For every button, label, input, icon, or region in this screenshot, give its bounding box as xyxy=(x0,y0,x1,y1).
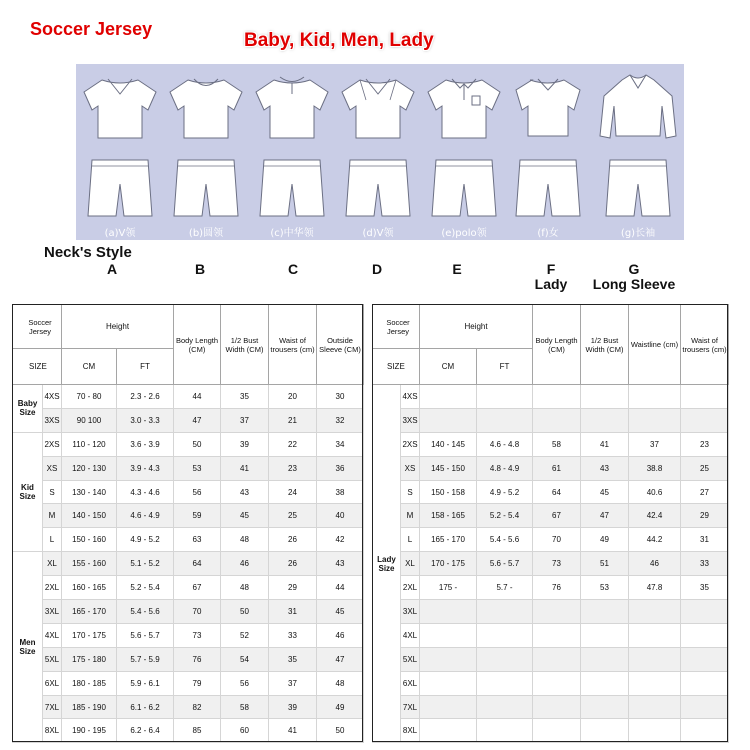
jersey-illustration xyxy=(164,66,248,226)
cm-cell: 175 - xyxy=(420,576,477,600)
bust-cell: 37 xyxy=(221,408,269,432)
sleeve-cell: 30 xyxy=(317,385,364,409)
header-body-length: Body Length (CM) xyxy=(533,305,581,385)
table-frame-right xyxy=(372,304,728,742)
waist-cell: 29 xyxy=(681,504,729,528)
body-cell: 47 xyxy=(174,408,221,432)
waist-cell: 24 xyxy=(269,480,317,504)
body-cell: 50 xyxy=(174,432,221,456)
ft-cell: 5.1 - 5.2 xyxy=(117,552,174,576)
bust-cell: 45 xyxy=(581,480,629,504)
size-group-label: Baby Size xyxy=(13,385,43,433)
cm-cell: 90 100 xyxy=(62,408,117,432)
size-cell: S xyxy=(43,480,62,504)
bust-cell: 39 xyxy=(221,432,269,456)
sleeve-cell: 36 xyxy=(317,456,364,480)
size-cell: S xyxy=(401,480,420,504)
page-title: Soccer Jersey xyxy=(30,19,153,39)
ft-cell: 5.2 - 5.4 xyxy=(117,576,174,600)
size-cell: L xyxy=(43,528,62,552)
body-cell: 58 xyxy=(533,432,581,456)
body-cell: 79 xyxy=(174,671,221,695)
style-letter-f xyxy=(526,262,576,292)
size-cell: 2XS xyxy=(43,432,62,456)
header-waist-trousers: Waist of trousers (cm) xyxy=(269,305,317,385)
waist-cell: 35 xyxy=(269,647,317,671)
header-waist-trousers: Waist of trousers (cm) xyxy=(681,305,729,385)
sleeve-cell: 50 xyxy=(317,719,364,743)
ft-cell: 5.6 - 5.7 xyxy=(117,623,174,647)
ft-cell: 6.1 - 6.2 xyxy=(117,695,174,719)
jersey-style-caption: (c)中华领 xyxy=(270,228,314,239)
cm-cell: 175 - 180 xyxy=(62,647,117,671)
cm-cell: 158 - 165 xyxy=(420,504,477,528)
sleeve-cell: 38 xyxy=(317,480,364,504)
bust-cell: 56 xyxy=(221,671,269,695)
waistline-cell: 42.4 xyxy=(629,504,681,528)
header-height: Height xyxy=(62,305,174,349)
bust-cell: 58 xyxy=(221,695,269,719)
ft-cell: 2.3 - 2.6 xyxy=(117,385,174,409)
header-ft: FT xyxy=(117,349,174,385)
jersey-style-4 xyxy=(336,64,420,240)
bust-cell: 43 xyxy=(581,456,629,480)
size-cell: 7XL xyxy=(401,695,420,719)
waist-cell: 33 xyxy=(269,623,317,647)
header-size: SIZE xyxy=(13,349,62,385)
body-cell: 82 xyxy=(174,695,221,719)
page-subtitle: Baby, Kid, Men, Lady xyxy=(244,30,434,51)
body-cell: 64 xyxy=(174,552,221,576)
waist-cell: 26 xyxy=(269,552,317,576)
size-cell: M xyxy=(401,504,420,528)
bust-cell: 47 xyxy=(581,504,629,528)
header-outside-sleeve: Outside Sleeve (CM) xyxy=(317,305,364,385)
size-cell: 4XL xyxy=(43,623,62,647)
sleeve-cell: 34 xyxy=(317,432,364,456)
cm-cell: 155 - 160 xyxy=(62,552,117,576)
body-cell: 64 xyxy=(533,480,581,504)
size-cell: 5XL xyxy=(401,647,420,671)
cm-cell: 165 - 170 xyxy=(62,600,117,624)
jersey-style-caption: (b)圆领 xyxy=(188,228,224,239)
jersey-illustration xyxy=(506,66,590,226)
header-waistline: Waistline (cm) xyxy=(629,305,681,385)
header-bust-width: 1/2 Bust Width (CM) xyxy=(581,305,629,385)
waistline-cell: 47.8 xyxy=(629,576,681,600)
cm-cell: 140 - 145 xyxy=(420,432,477,456)
waist-cell: 33 xyxy=(681,552,729,576)
size-cell: 3XL xyxy=(401,600,420,624)
size-cell: 6XL xyxy=(401,671,420,695)
sleeve-cell: 40 xyxy=(317,504,364,528)
jersey-style-caption: (d)V领 xyxy=(362,228,394,239)
body-cell: 73 xyxy=(533,552,581,576)
ft-cell: 5.4 - 5.6 xyxy=(117,600,174,624)
ft-cell: 5.4 - 5.6 xyxy=(477,528,533,552)
body-cell: 70 xyxy=(174,600,221,624)
size-cell: 7XL xyxy=(43,695,62,719)
bust-cell: 48 xyxy=(221,576,269,600)
header-ft: FT xyxy=(477,349,533,385)
cm-cell: 145 - 150 xyxy=(420,456,477,480)
waistline-cell: 40.6 xyxy=(629,480,681,504)
cm-cell: 190 - 195 xyxy=(62,719,117,743)
ft-cell: 4.6 - 4.9 xyxy=(117,504,174,528)
ft-cell: 5.7 - xyxy=(477,576,533,600)
sleeve-cell: 47 xyxy=(317,647,364,671)
bust-cell: 52 xyxy=(221,623,269,647)
ft-cell: 4.9 - 5.2 xyxy=(117,528,174,552)
cm-cell: 165 - 170 xyxy=(420,528,477,552)
size-cell: M xyxy=(43,504,62,528)
waist-cell: 35 xyxy=(681,576,729,600)
waist-cell: 23 xyxy=(269,456,317,480)
bust-cell: 51 xyxy=(581,552,629,576)
jersey-illustration xyxy=(78,66,162,226)
header-bust-width: 1/2 Bust Width (CM) xyxy=(221,305,269,385)
cm-cell: 170 - 175 xyxy=(62,623,117,647)
size-cell: XL xyxy=(43,552,62,576)
ft-cell: 3.6 - 3.9 xyxy=(117,432,174,456)
header-body-length: Body Length (CM) xyxy=(174,305,221,385)
cm-cell: 160 - 165 xyxy=(62,576,117,600)
ft-cell: 5.6 - 5.7 xyxy=(477,552,533,576)
size-cell: XL xyxy=(401,552,420,576)
sleeve-cell: 32 xyxy=(317,408,364,432)
waist-cell: 37 xyxy=(269,671,317,695)
cm-cell: 180 - 185 xyxy=(62,671,117,695)
size-cell: L xyxy=(401,528,420,552)
cm-cell: 120 - 130 xyxy=(62,456,117,480)
style-letter-f-label: F xyxy=(546,261,556,277)
ft-cell: 5.7 - 5.9 xyxy=(117,647,174,671)
jersey-style-caption: (a)V领 xyxy=(104,228,136,239)
size-cell: 3XS xyxy=(401,408,420,432)
size-cell: 2XL xyxy=(43,576,62,600)
size-cell: 8XL xyxy=(43,719,62,743)
waist-cell: 41 xyxy=(269,719,317,743)
waistline-cell: 46 xyxy=(629,552,681,576)
size-cell: 3XL xyxy=(43,600,62,624)
jersey-style-2 xyxy=(164,64,248,240)
body-cell: 76 xyxy=(533,576,581,600)
waist-cell: 21 xyxy=(269,408,317,432)
size-cell: 4XS xyxy=(43,385,62,409)
size-cell: 5XL xyxy=(43,647,62,671)
body-cell: 73 xyxy=(174,623,221,647)
style-letter-e: E xyxy=(452,261,462,277)
cm-cell: 150 - 158 xyxy=(420,480,477,504)
jersey-style-caption: (f)女 xyxy=(537,228,559,239)
ft-cell: 3.0 - 3.3 xyxy=(117,408,174,432)
body-cell: 44 xyxy=(174,385,221,409)
jersey-style-caption: (g)长袖 xyxy=(620,228,656,239)
body-cell: 67 xyxy=(533,504,581,528)
waist-cell: 27 xyxy=(681,480,729,504)
style-letter-a: A xyxy=(106,261,118,277)
waist-cell: 31 xyxy=(269,600,317,624)
cm-cell: 140 - 150 xyxy=(62,504,117,528)
jersey-styles-panel xyxy=(76,64,684,240)
jersey-style-6 xyxy=(506,64,590,240)
style-letter-g-sub: Long Sleeve xyxy=(592,276,676,292)
jersey-illustration xyxy=(422,66,506,226)
size-cell: XS xyxy=(43,456,62,480)
waist-cell: 31 xyxy=(681,528,729,552)
ft-cell: 3.9 - 4.3 xyxy=(117,456,174,480)
waist-cell: 29 xyxy=(269,576,317,600)
waist-cell: 25 xyxy=(269,504,317,528)
sleeve-cell: 46 xyxy=(317,623,364,647)
size-cell: XS xyxy=(401,456,420,480)
style-letter-d: D xyxy=(371,261,383,277)
bust-cell: 50 xyxy=(221,600,269,624)
bust-cell: 46 xyxy=(221,552,269,576)
waistline-cell: 37 xyxy=(629,432,681,456)
ft-cell: 4.6 - 4.8 xyxy=(477,432,533,456)
ft-cell: 6.2 - 6.4 xyxy=(117,719,174,743)
cm-cell: 70 - 80 xyxy=(62,385,117,409)
jersey-illustration xyxy=(250,66,334,226)
waistline-cell: 44.2 xyxy=(629,528,681,552)
header-soccer-jersey: Soccer Jersey xyxy=(373,305,420,349)
jersey-illustration xyxy=(336,66,420,226)
body-cell: 56 xyxy=(174,480,221,504)
bust-cell: 53 xyxy=(581,576,629,600)
jersey-illustration xyxy=(596,66,680,226)
cm-cell: 110 - 120 xyxy=(62,432,117,456)
body-cell: 70 xyxy=(533,528,581,552)
size-cell: 6XL xyxy=(43,671,62,695)
size-cell: 4XS xyxy=(401,385,420,409)
bust-cell: 45 xyxy=(221,504,269,528)
cm-cell: 170 - 175 xyxy=(420,552,477,576)
waist-cell: 39 xyxy=(269,695,317,719)
waist-cell: 20 xyxy=(269,385,317,409)
cm-cell: 185 - 190 xyxy=(62,695,117,719)
bust-cell: 49 xyxy=(581,528,629,552)
header-size: SIZE xyxy=(373,349,420,385)
size-group-label: Men Size xyxy=(13,552,43,743)
bust-cell: 35 xyxy=(221,385,269,409)
bust-cell: 43 xyxy=(221,480,269,504)
ft-cell: 4.8 - 4.9 xyxy=(477,456,533,480)
header-soccer-jersey: Soccer Jersey xyxy=(13,305,62,349)
waist-cell: 22 xyxy=(269,432,317,456)
neck-style-title: Neck's Style xyxy=(44,244,132,261)
size-group-label: Kid Size xyxy=(13,432,43,551)
jersey-style-1 xyxy=(78,64,162,240)
body-cell: 76 xyxy=(174,647,221,671)
ft-cell: 4.3 - 4.6 xyxy=(117,480,174,504)
size-cell: 4XL xyxy=(401,623,420,647)
bust-cell: 41 xyxy=(221,456,269,480)
body-cell: 85 xyxy=(174,719,221,743)
cm-cell: 150 - 160 xyxy=(62,528,117,552)
sleeve-cell: 45 xyxy=(317,600,364,624)
bust-cell: 54 xyxy=(221,647,269,671)
style-letter-b: B xyxy=(194,261,206,277)
cm-cell: 130 - 140 xyxy=(62,480,117,504)
header-cm: CM xyxy=(420,349,477,385)
jersey-style-caption: (e)polo领 xyxy=(441,228,487,239)
body-cell: 67 xyxy=(174,576,221,600)
size-cell: 2XL xyxy=(401,576,420,600)
waist-cell: 26 xyxy=(269,528,317,552)
size-cell: 2XS xyxy=(401,432,420,456)
style-letter-c: C xyxy=(287,261,299,277)
waistline-cell: 38.8 xyxy=(629,456,681,480)
size-cell: 3XS xyxy=(43,408,62,432)
sleeve-cell: 44 xyxy=(317,576,364,600)
sleeve-cell: 42 xyxy=(317,528,364,552)
waist-cell: 25 xyxy=(681,456,729,480)
ft-cell: 5.9 - 6.1 xyxy=(117,671,174,695)
header-cm: CM xyxy=(62,349,117,385)
jersey-style-3 xyxy=(250,64,334,240)
size-cell: 8XL xyxy=(401,719,420,743)
sleeve-cell: 48 xyxy=(317,671,364,695)
style-letter-f-sub: Lady xyxy=(534,276,568,292)
ft-cell: 5.2 - 5.4 xyxy=(477,504,533,528)
jersey-style-5 xyxy=(422,64,506,240)
bust-cell: 60 xyxy=(221,719,269,743)
bust-cell: 48 xyxy=(221,528,269,552)
body-cell: 59 xyxy=(174,504,221,528)
body-cell: 53 xyxy=(174,456,221,480)
waist-cell: 23 xyxy=(681,432,729,456)
jersey-style-7 xyxy=(596,64,680,240)
body-cell: 61 xyxy=(533,456,581,480)
bust-cell: 41 xyxy=(581,432,629,456)
table-frame-left xyxy=(12,304,363,742)
ft-cell: 4.9 - 5.2 xyxy=(477,480,533,504)
sleeve-cell: 43 xyxy=(317,552,364,576)
size-group-label: Lady Size xyxy=(373,385,401,743)
style-letter-g-label: G xyxy=(628,261,640,277)
body-cell: 63 xyxy=(174,528,221,552)
header-height: Height xyxy=(420,305,533,349)
style-letter-g xyxy=(584,262,684,292)
sleeve-cell: 49 xyxy=(317,695,364,719)
